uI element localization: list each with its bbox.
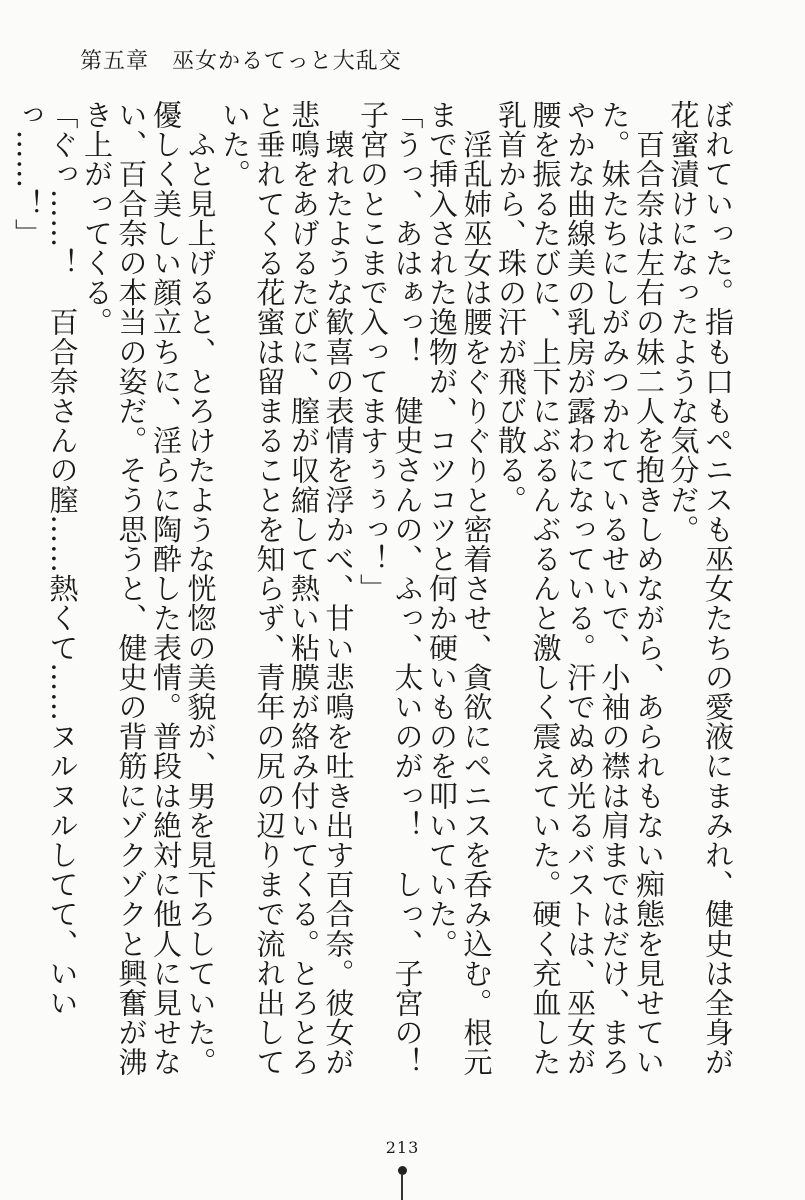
paragraph: 百合奈は左右の妹二人を抱きしめながら、あられもない痴態を見せていた。妹たちにしがみつかれているせいで、小袖の襟は肩まではだけ、まろやかな曲線美の乳房が露わになっている。汗でぬめ光るバストは、巫女が腰を振るたびに、上下にぶるんぶるんと激しく震えていた。硬く充血した乳首から、珠の汗が飛び散る。	[494, 100, 666, 1077]
dialogue-paragraph: 「うっ、あはぁっ！ 健史さんの、ふっ、太いのがっ！ しっ、子宮の！ 子宮のとこまで入ってますぅぅっ！」	[356, 100, 425, 1107]
page-number: 213	[385, 1138, 420, 1157]
chapter-header: 第五章 巫女かるてっと大乱交	[80, 49, 402, 74]
dialogue-paragraph: 「ぐっ……！ 百合奈さんの膣……熱くて……ヌルヌルしてて、いいっ……！」	[11, 100, 80, 1018]
paragraph: 壊れたような歓喜の表情を浮かべ、甘い悲鳴を吐き出す百合奈。彼女が悲鳴をあげるたびに、膣が収縮して熱い粘膜が絡み付いてくる。とろとろと垂れてくる花蜜は留まることを知らず、青年の尻の辺りまで流れ出していた。	[218, 100, 356, 1077]
bookmark-thread	[401, 1174, 403, 1200]
paragraph: ぼれていった。指も口もペニスも巫女たちの愛液にまみれ、健史は全身が花蜜漬けになったような気分だ。	[666, 100, 735, 1077]
paragraph: 淫乱姉巫女は腰をぐりぐりと密着させ、貪欲にペニスを呑み込む。根元まで挿入された逸物が、コツコツと何か硬いものを叩いていた。	[425, 100, 494, 1077]
paragraph: ふと見上げると、とろけたような恍惚の美貌が、男を見下ろしていた。優しく美しい顔立ちに、淫らに陶酔した表情。普段は絶対に他人に見せない、百合奈の本当の姿だ。そう思うと、健史の背筋にゾクゾクと興奮が沸き上がってくる。	[80, 100, 218, 1077]
body-text	[11, 100, 735, 1107]
